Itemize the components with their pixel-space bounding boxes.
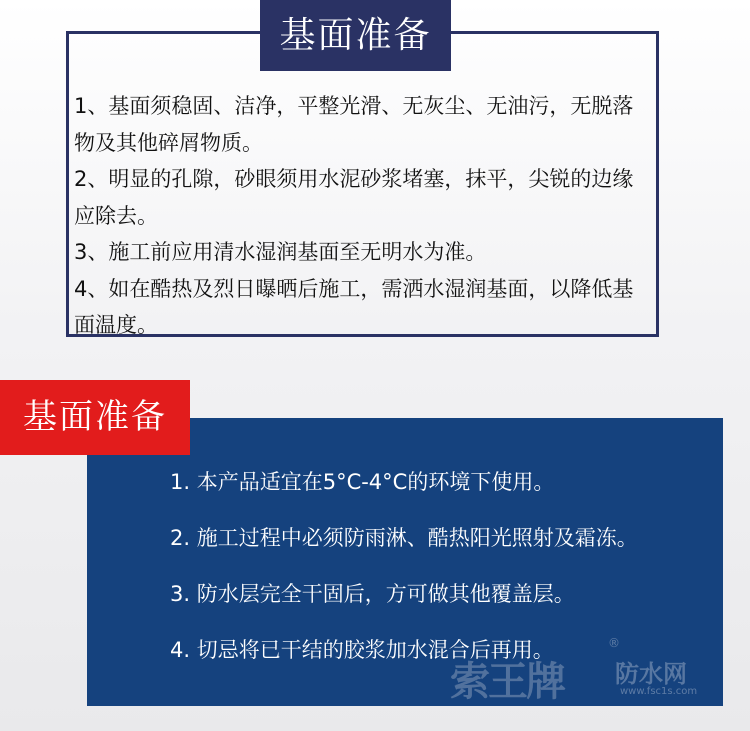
preparation-list [74,88,654,344]
registered-mark: ® [608,636,620,650]
list-item: 3、施工前应用清水湿润基面至无明水为准。 [74,240,487,264]
list-item: 2. 施工过程中必须防雨淋、酷热阳光照射及霜冻。 [170,526,638,550]
list-item: 3. 防水层完全干固后，方可做其他覆盖层。 [170,582,575,606]
watermark-url: www.fsc1s.com [620,686,698,697]
list-item: 4. 切忌将已干结的胶浆加水混合后再用。 [170,638,554,662]
list-item: 1. 本产品适宜在5°C-4°C的环境下使用。 [170,470,555,494]
section-title: 基面准备 [260,0,451,71]
list-item: 2、明显的孔隙，砂眼须用水泥砂浆堵塞，抹平，尖锐的边缘应除去。 [74,167,634,228]
list-item: 4、如在酷热及烈日曝晒后施工，需洒水湿润基面，以降低基面温度。 [74,276,634,337]
watermark-logo [450,636,720,705]
list-item: 1、基面须稳固、洁净，平整光滑、无灰尘、无油污，无脱落物及其他碎屑物质。 [74,94,634,155]
section-title-tag: 基面准备 [0,380,190,455]
watermark-site-name: 防水网 [615,660,687,688]
watermark-brand: 索王牌 [450,659,564,705]
